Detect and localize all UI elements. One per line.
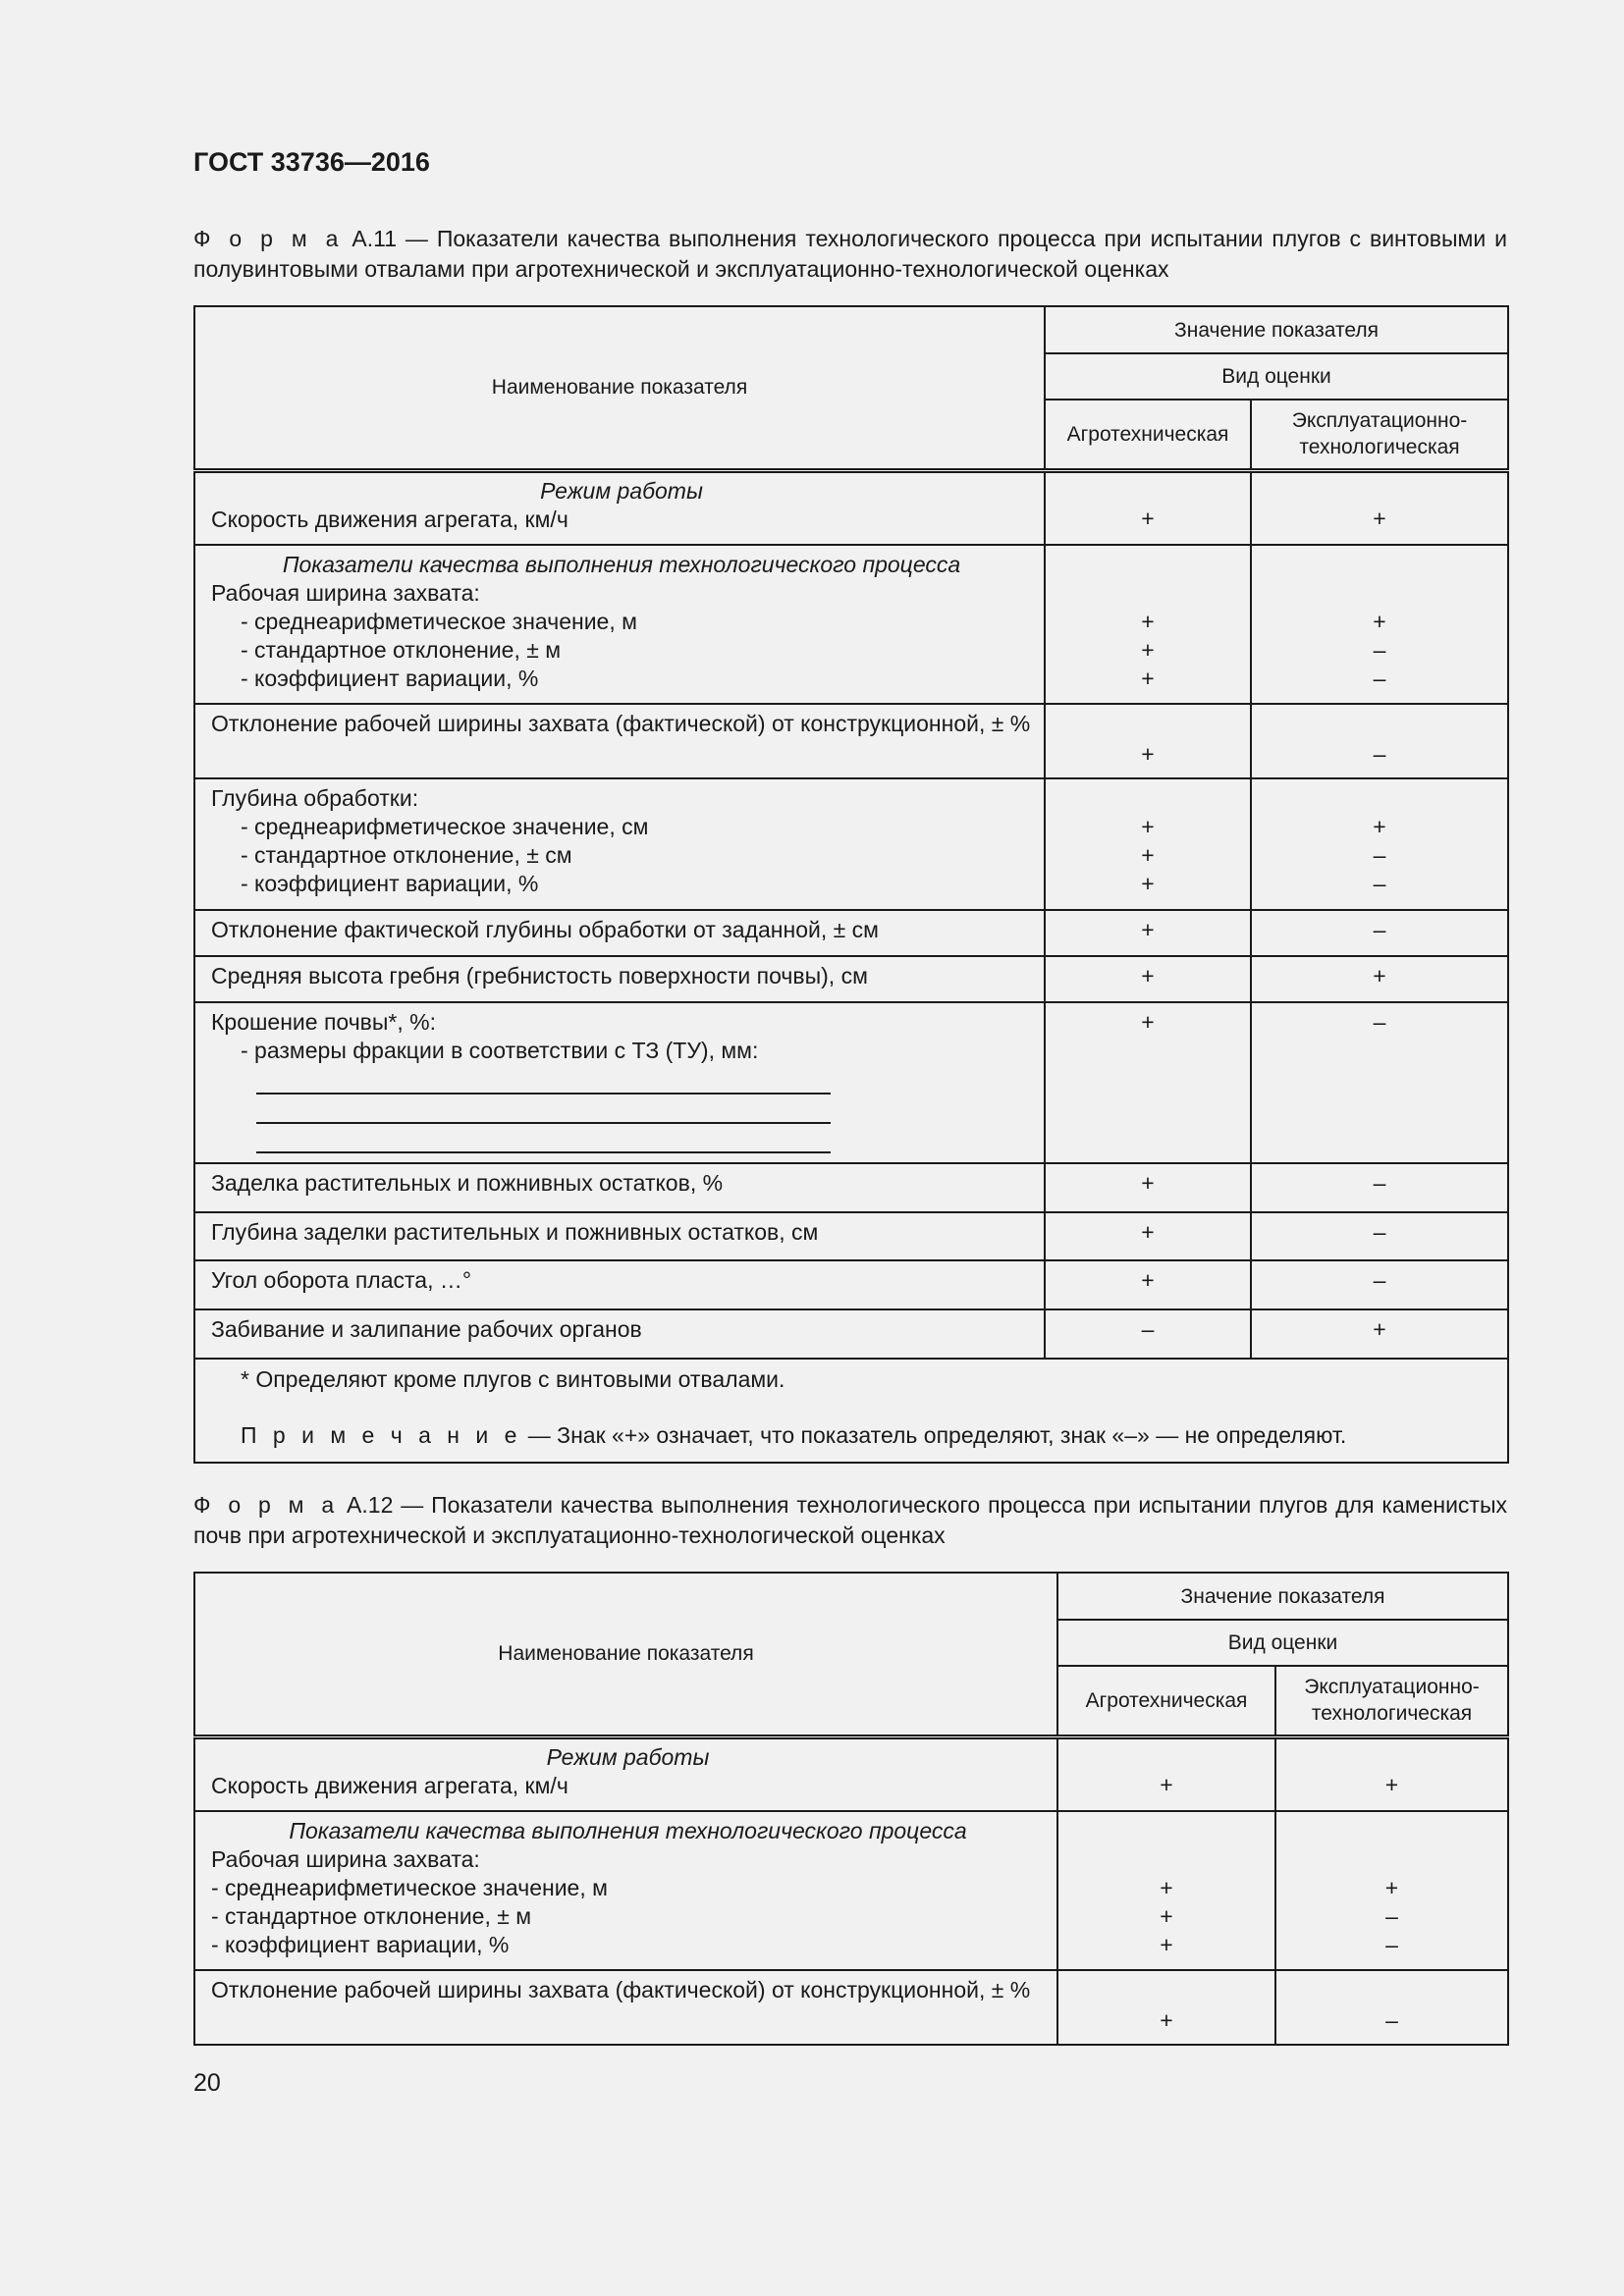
list-item: - размеры фракции в соответствии с ТЗ (ТУ), мм: (241, 1038, 759, 1063)
table-row (194, 1212, 1508, 1260)
row-label: Отклонение рабочей ширины захвата (фактической) от конструкционной, ± % (194, 1970, 1057, 2045)
row-label: Отклонение рабочей ширины захвата (фактической) от конструкционной, ± % (194, 704, 1045, 778)
form-a11-title-text: А.11 — Показатели качества выполнения технологического процесса при испытании плугов с винтовыми и полувинтовыми отвалами при агротехнической и эксплуатационно-технологической оценках (193, 226, 1508, 282)
cell-agro: + (1057, 1736, 1275, 1811)
row-label: Рабочая ширина захвата: (211, 1846, 480, 1872)
table-row (194, 1260, 1508, 1309)
row-label: Скорость движения агрегата, км/ч (211, 506, 568, 532)
list-item: - коэффициент вариации, % (211, 1932, 510, 1957)
table-row (194, 1736, 1508, 1811)
table-row (194, 1309, 1508, 1359)
column-header-value: Значение показателя (1045, 306, 1508, 353)
cell-expl: – (1251, 704, 1508, 778)
note (241, 1421, 1491, 1450)
column-header-agro: Агротехническая (1057, 1666, 1275, 1736)
section-heading: Режим работы (546, 1743, 710, 1770)
table-row (194, 956, 1508, 1002)
cell-agro: + (1045, 910, 1251, 956)
table-row (194, 704, 1508, 778)
cell-agro: + + + (1057, 1811, 1275, 1970)
row-label: Глубина заделки растительных и пожнивных остатков, см (194, 1212, 1045, 1260)
list-item: - среднеарифметическое значение, м (241, 609, 637, 634)
list-item: - среднеарифметическое значение, см (241, 814, 649, 839)
cell-expl: + (1251, 470, 1508, 545)
form-a11-title (193, 224, 1507, 285)
blank-line (256, 1095, 831, 1124)
row-label: Средняя высота гребня (гребнистость поверхности почвы), см (194, 956, 1045, 1002)
note-text: — Знак «+» означает, что показатель определяют, знак «–» — не определяют. (521, 1422, 1347, 1448)
cell-agro: – (1045, 1309, 1251, 1359)
section-heading: Показатели качества выполнения технологического процесса (282, 552, 961, 577)
section-heading: Режим работы (540, 477, 703, 504)
cell-agro: + (1057, 1970, 1275, 2045)
table-row (194, 545, 1508, 704)
table-row (194, 1811, 1508, 1970)
cell-agro: + (1045, 470, 1251, 545)
column-header-agro: Агротехническая (1045, 400, 1251, 470)
table-row (194, 470, 1508, 545)
form-a12-title-prefix: Ф о р м а (193, 1492, 340, 1518)
row-label: Отклонение фактической глубины обработки от заданной, ± см (194, 910, 1045, 956)
list-item: - стандартное отклонение, ± см (241, 842, 572, 868)
cell-expl: – (1251, 1163, 1508, 1212)
cell-expl: + – – (1251, 778, 1508, 910)
column-header-expl: Эксплуатационно-технологическая (1275, 1666, 1508, 1736)
cell-expl: + (1275, 1736, 1508, 1811)
form-a12-title (193, 1490, 1507, 1551)
cell-agro: + + + (1045, 778, 1251, 910)
cell-expl: – (1251, 1260, 1508, 1309)
table-row (194, 1163, 1508, 1212)
list-item: - среднеарифметическое значение, м (211, 1875, 608, 1900)
form-a11-table (193, 305, 1509, 1464)
cell-expl: + – – (1251, 545, 1508, 704)
page-number: 20 (193, 2069, 221, 2097)
blank-line (256, 1065, 831, 1095)
list-item: - стандартное отклонение, ± м (211, 1903, 532, 1929)
row-label: Крошение почвы*, %: (211, 1009, 437, 1035)
table-row (194, 778, 1508, 910)
column-header-name: Наименование показателя (194, 306, 1045, 470)
form-a12-title-text: А.12 — Показатели качества выполнения технологического процесса при испытании плугов для каменистых почв при агротехнической и эксплуатационно-технологической оценках (193, 1492, 1507, 1548)
column-header-value: Значение показателя (1057, 1573, 1508, 1620)
table-row (194, 910, 1508, 956)
list-item: - коэффициент вариации, % (241, 871, 539, 896)
column-header-kind: Вид оценки (1045, 353, 1508, 400)
cell-expl: + (1251, 956, 1508, 1002)
cell-expl: – (1251, 1002, 1508, 1163)
cell-expl: – (1251, 1212, 1508, 1260)
form-a12-table (193, 1572, 1509, 2046)
form-a11-title-prefix: Ф о р м а (193, 226, 344, 251)
cell-expl: + – – (1275, 1811, 1508, 1970)
column-header-name: Наименование показателя (194, 1573, 1057, 1736)
column-header-expl: Эксплуатационно-технологическая (1251, 400, 1508, 470)
cell-agro: + (1045, 1002, 1251, 1163)
list-item: - коэффициент вариации, % (241, 666, 539, 691)
cell-expl: – (1275, 1970, 1508, 2045)
section-heading: Показатели качества выполнения технологического процесса (289, 1818, 967, 1843)
row-label: Забивание и залипание рабочих органов (194, 1309, 1045, 1359)
column-header-kind: Вид оценки (1057, 1620, 1508, 1666)
cell-agro: + + + (1045, 545, 1251, 704)
row-label: Скорость движения агрегата, км/ч (211, 1772, 568, 1798)
row-label: Угол оборота пласта, …° (194, 1260, 1045, 1309)
cell-agro: + (1045, 956, 1251, 1002)
cell-expl: + (1251, 1309, 1508, 1359)
blank-line (256, 1124, 831, 1153)
cell-agro: + (1045, 1260, 1251, 1309)
note-prefix: П р и м е ч а н и е (241, 1422, 522, 1448)
row-label: Глубина обработки: (211, 785, 419, 811)
document-code: ГОСТ 33736—2016 (193, 147, 430, 177)
cell-agro: + (1045, 1163, 1251, 1212)
table-row (194, 1970, 1508, 2045)
cell-agro: + (1045, 704, 1251, 778)
table-footnote-row (194, 1359, 1508, 1463)
list-item: - стандартное отклонение, ± м (241, 637, 562, 663)
footnote: * Определяют кроме плугов с винтовыми отвалами. (241, 1366, 785, 1392)
row-label: Заделка растительных и пожнивных остатков, % (194, 1163, 1045, 1212)
cell-agro: + (1045, 1212, 1251, 1260)
row-label: Рабочая ширина захвата: (211, 580, 480, 606)
table-row (194, 1002, 1508, 1163)
cell-expl: – (1251, 910, 1508, 956)
